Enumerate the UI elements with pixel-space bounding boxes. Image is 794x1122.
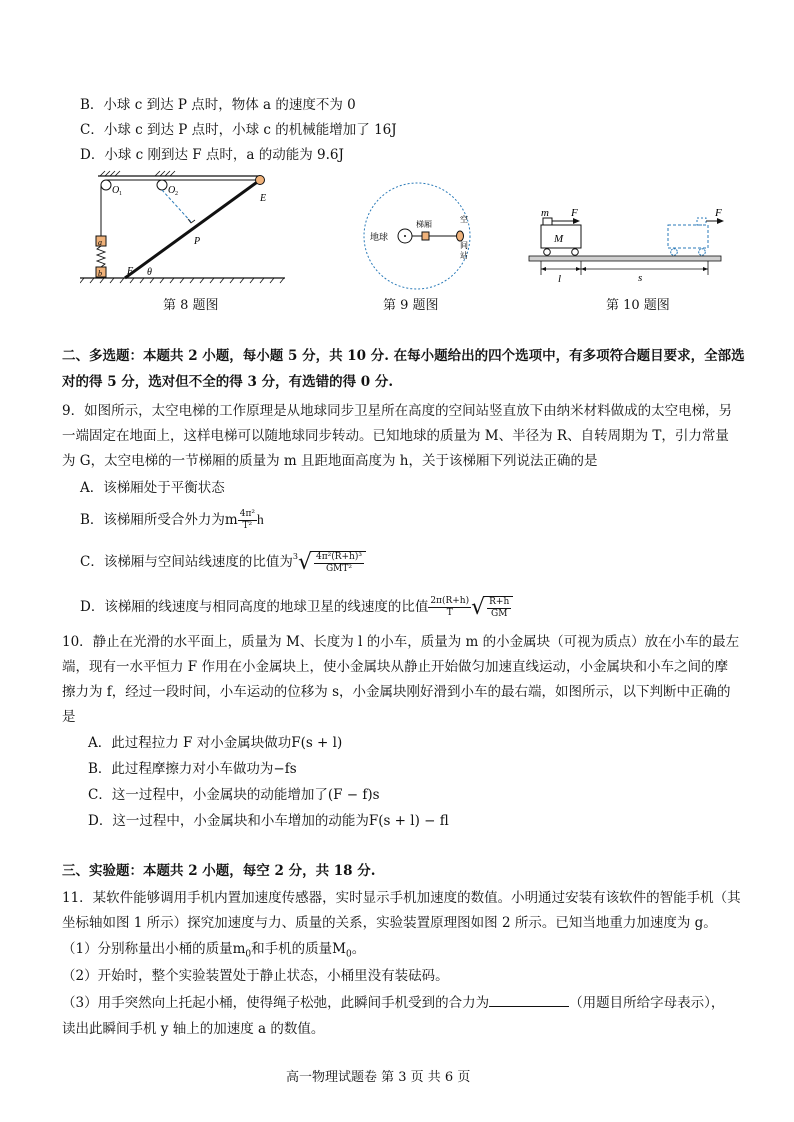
- label-o2-sub: 2: [175, 191, 178, 197]
- q9-option-a: A．该梯厢处于平衡状态: [80, 480, 225, 496]
- section-3-heading: 三、实验题：本题共 2 小题，每空 2 分，共 18 分.: [62, 863, 376, 879]
- label-l: l: [558, 273, 562, 285]
- section-2-heading-line2: 对的得 5 分，选对但不全的得 3 分，有选错的得 0 分.: [62, 374, 394, 390]
- q10-stem-line2: 端，现有一水平恒力 F 作用在小金属块上，使小金属块从静止开始做匀加速直线运动，小金属块和小车之间的摩: [62, 659, 728, 675]
- q11-stem-line1: 11．某软件能够调用手机内置加速度传感器，实时显示手机加速度的数值。小明通过安装有该软件的智能手机（其: [62, 890, 741, 906]
- q10-stem-line4: 是: [62, 709, 76, 725]
- q9-stem-line1: 9．如图所示，太空电梯的工作原理是从地球同步卫星所在高度的空间站竖直放下由纳米材料做成的太空电梯，另: [62, 403, 733, 419]
- q9-option-c: C．该梯厢与空间站线速度的比值为$^3$√ $\frac{\text{4π²(R+h)³}}{\text{GMT²}}$: [80, 550, 366, 575]
- page-footer: 高一物理试题卷 第 3 页 共 6 页: [286, 1070, 471, 1085]
- q9-stem-line3: 为 G，太空电梯的一节梯厢的质量为 m 且距地面高度为 h，关于该梯厢下列说法正确的是: [62, 453, 598, 469]
- q11-part-3-line1: （3）用手突然向上托起小桶，使得绳子松弛，此瞬间手机受到的合力为 （用题目所给字母表示），: [62, 995, 725, 1011]
- q11-part-3-line2: 读出此瞬间手机 y 轴上的加速度 a 的数值。: [62, 1021, 325, 1037]
- q9-option-d: D．该梯厢的线速度与相同高度的地球卫星的线速度的比值 $\frac{2\pi(R+h)}{T}$ √ $\frac{R+h}{GM}$: [80, 595, 513, 620]
- label-o1: O: [112, 185, 120, 196]
- label-station-2: 间: [460, 241, 468, 250]
- label-block-b: b: [98, 269, 102, 278]
- q10-stem-line3: 擦力为 f，经过一段时间，小车运动的位移为 s，小金属块刚好滑到小车的最右端，如图所示，以下判断中正确的: [62, 684, 731, 700]
- q9-stem-line2: 一端固定在地面上，这样电梯可以随地球同步转动。已知地球的质量为 M、半径为 R、自转周期为 T，引力常量: [62, 428, 729, 444]
- q10-option-b: B．此过程摩擦力对小车做功为−fs: [88, 761, 297, 777]
- label-e: E: [260, 193, 267, 204]
- q10-option-c: C．这一过程中，小金属块的动能增加了(F − f)s: [88, 787, 380, 803]
- figure-8-caption: 第 8 题图: [163, 298, 219, 313]
- figure-10-diagram: [525, 203, 725, 285]
- label-o1-sub: 1: [119, 191, 122, 197]
- label-o2: O: [168, 185, 176, 196]
- q11-part-1: （1）分别称量出小桶的质量$m_0$和手机的质量$M_0$。: [62, 941, 366, 960]
- label-block-a: a: [98, 238, 102, 247]
- label-f: F: [127, 266, 134, 277]
- q10-option-a: A．此过程拉力 F 对小金属块做功F(s + l): [88, 735, 343, 751]
- q11-part-2: （2）开始时，整个实验装置处于静止状态，小桶里没有装砝码。: [62, 968, 449, 984]
- label-f2: F: [715, 207, 722, 219]
- label-theta: θ: [147, 267, 152, 278]
- label-cart-m: M: [554, 233, 564, 245]
- answer-blank[interactable]: [489, 994, 569, 1007]
- label-f1: F: [571, 207, 578, 219]
- figure-9-caption: 第 9 题图: [383, 298, 439, 313]
- q8-option-b: B．小球 c 到达 P 点时，物体 a 的速度不为 0: [80, 97, 356, 113]
- q11-stem-line2: 坐标轴如图 1 所示）探究加速度与力、质量的关系，实验装置原理图如图 2 所示。已知当地重力加速度为 g。: [62, 915, 717, 931]
- q10-option-d: D．这一过程中，小金属块和小车增加的动能为F(s + l) − fl: [88, 813, 449, 829]
- figure-10-caption: 第 10 题图: [606, 298, 670, 313]
- label-s: s: [638, 272, 643, 284]
- label-p: P: [194, 236, 201, 247]
- figure-9-diagram: [360, 178, 480, 296]
- section-2-heading-line1: 二、多选题：本题共 2 小题，每小题 5 分，共 10 分. 在每小题给出的四个选项中，有多项符合题目要求，全部选: [62, 348, 745, 364]
- q8-option-d: D．小球 c 刚到达 F 点时，a 的动能为 9.6J: [80, 147, 344, 163]
- q9-option-b: B．该梯厢所受合外力为m $\frac{\text{4π²}}{\text{T²}}$ h: [80, 509, 264, 531]
- label-cabin: 梯厢: [416, 220, 432, 229]
- label-station-3: 站: [460, 251, 468, 260]
- label-earth: 地球: [370, 232, 389, 242]
- label-station-1: 空: [460, 215, 468, 224]
- q8-option-c: C．小球 c 到达 P 点时，小球 c 的机械能增加了 16J: [80, 122, 397, 138]
- q10-stem-line1: 10．静止在光滑的水平面上，质量为 M、长度为 l 的小车，质量为 m 的小金属块（可视为质点）放在小车的最左: [62, 634, 740, 650]
- label-m: m: [541, 207, 549, 219]
- figure-8-diagram: [80, 168, 290, 286]
